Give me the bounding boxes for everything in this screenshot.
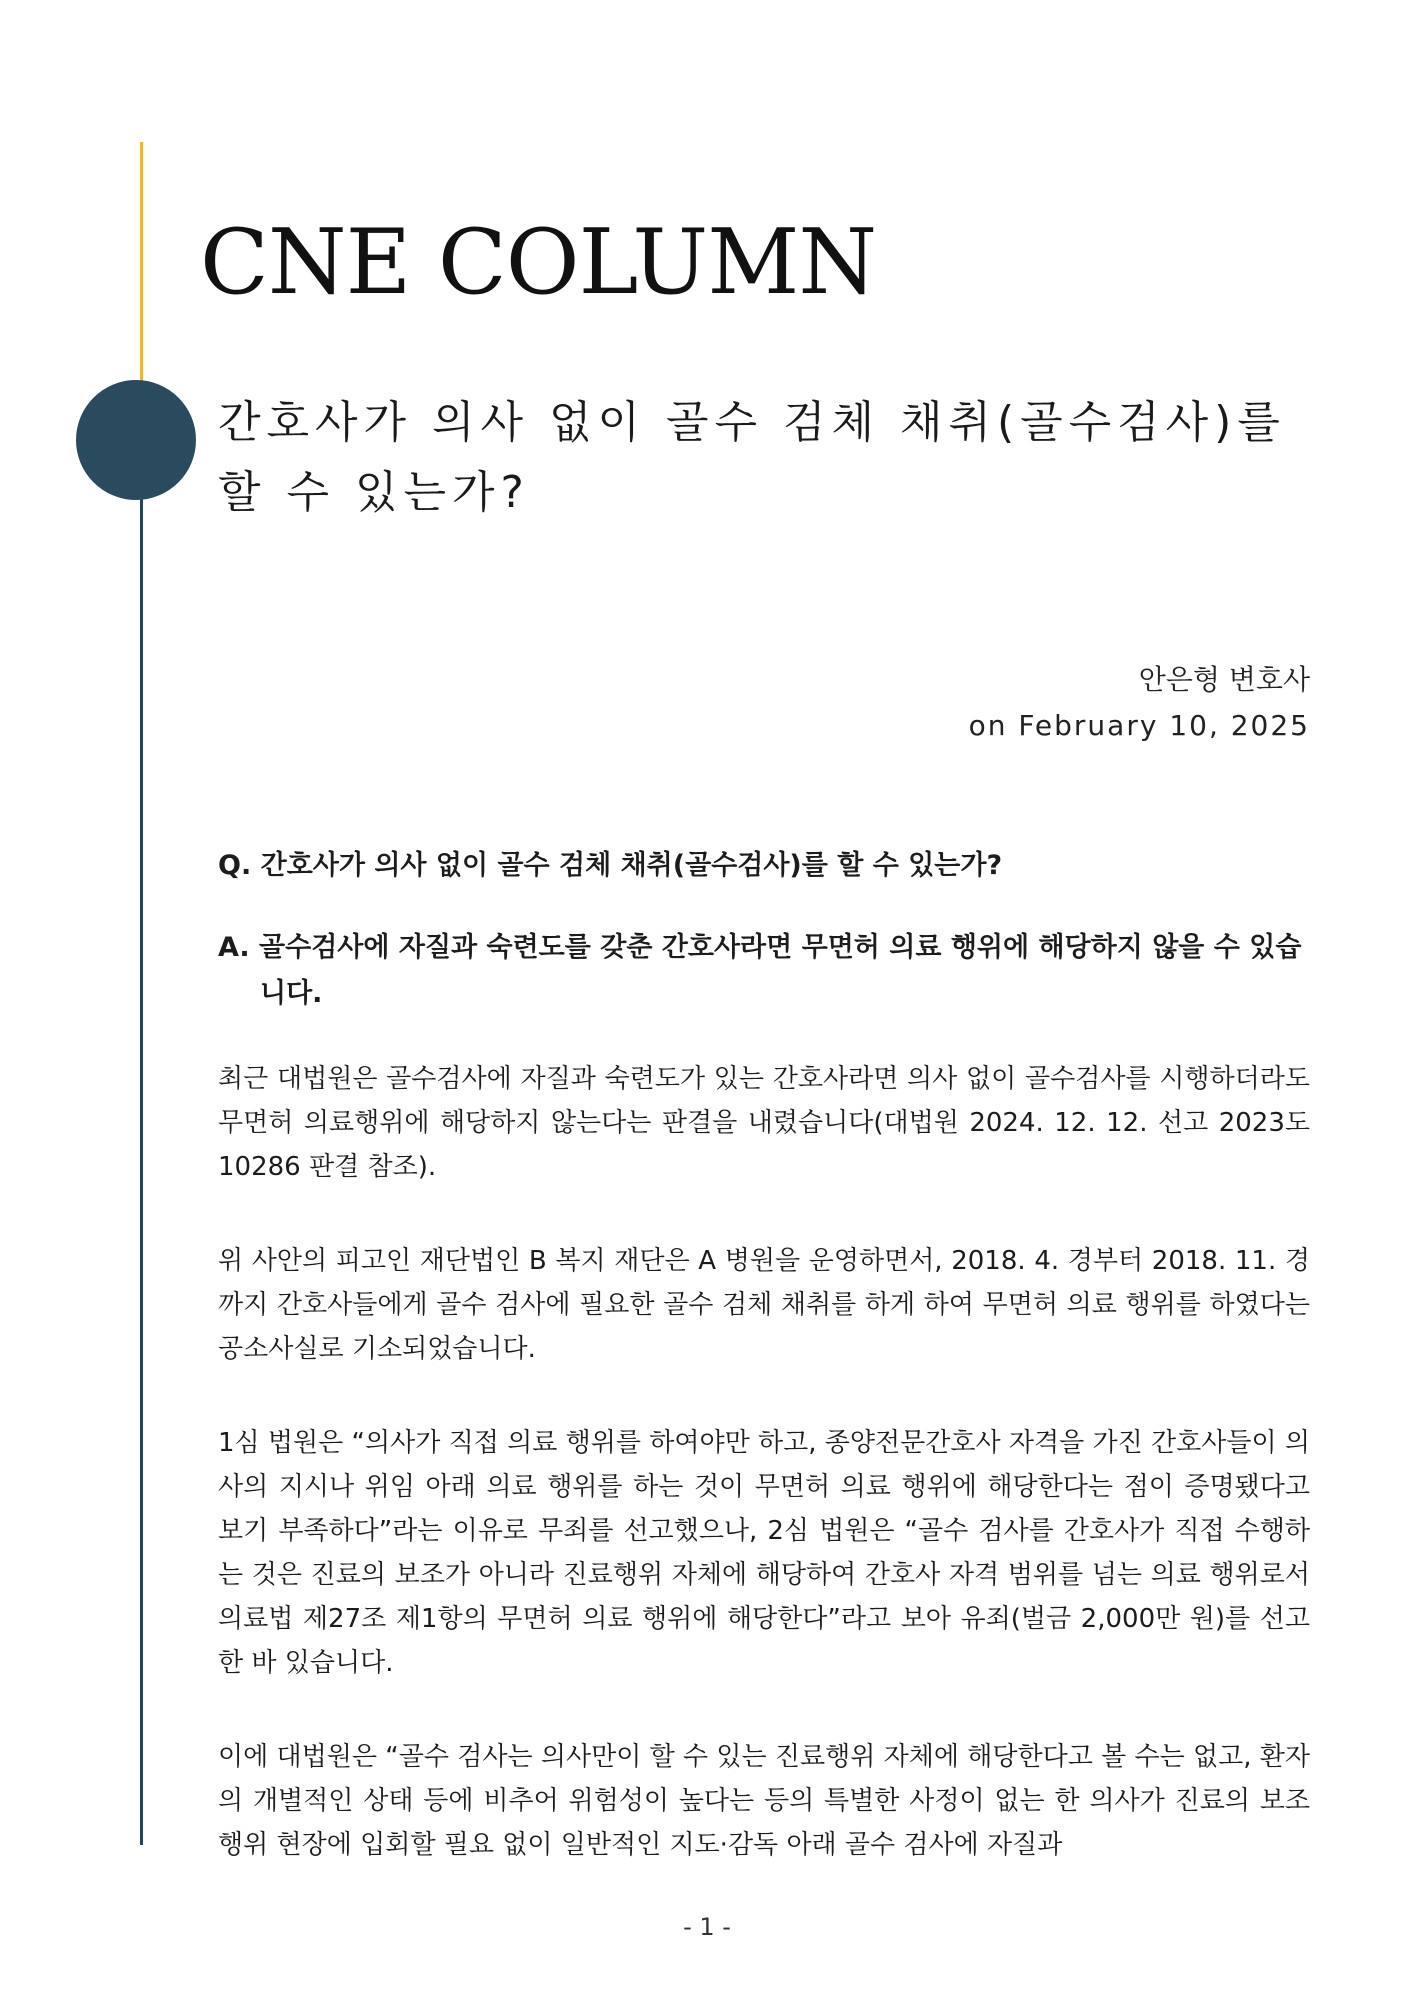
answer-heading: A. 골수검사에 자질과 숙련도를 갖춘 간호사라면 무면허 의료 행위에 해당하지 않을 수 있습니다. <box>218 932 1302 1009</box>
author-name: 안은형 변호사 <box>1138 663 1310 696</box>
timeline-dot <box>76 380 196 500</box>
question-heading: Q. 간호사가 의사 없이 골수 검체 채취(골수검사)를 할 수 있는가? <box>218 850 1003 881</box>
byline <box>969 657 1310 749</box>
timeline-line-navy <box>140 480 143 1845</box>
body-paragraph: 이에 대법원은 “골수 검사는 의사만이 할 수 있는 진료행위 자체에 해당한다고 볼 수는 없고, 환자의 개별적인 상태 등에 비추어 위험성이 높다는 등의 특별한 사정이 없는 한 의사가 진료의 보조행위 현장에 입회할 필요 없이 일반적인 지도·감독 아래 골수 검사에 자질과 <box>218 1742 1310 1860</box>
publish-date: on February 10, 2025 <box>968 709 1310 742</box>
column-masthead: CNE COLUMN <box>200 210 877 315</box>
body-paragraph: 1심 법원은 “의사가 직접 의료 행위를 하여야만 하고, 종양전문간호사 자격을 가진 간호사들이 의사의 지시나 위임 아래 의료 행위를 하는 것이 무면허 의료 행위에 해당한다는 점이 증명됐다고 보기 부족하다”라는 이유로 무죄를 선고했으나, 2심 법원은 “골수 검사를 간호사가 직접 수행하는 것은 진료의 보조가 아니라 진료행위 자체에 해당하여 간호사 자격 범위를 넘는 의료 행위로서 의료법 제27조 제1항의 무면허 의료 행위에 해당한다”라고 보아 유죄(벌금 2,000만 원)를 선고한 바 있습니다. <box>218 1428 1310 1678</box>
article-title: 간호사가 의사 없이 골수 검체 채취(골수검사)를 할 수 있는가? <box>218 397 1286 518</box>
body-paragraph: 최근 대법원은 골수검사에 자질과 숙련도가 있는 간호사라면 의사 없이 골수검사를 시행하더라도 무면허 의료행위에 해당하지 않는다는 판결을 내렸습니다(대법원 2024. 12. 12. 선고 2023도10286 판결 참조). <box>218 1064 1310 1182</box>
timeline-line-gold <box>140 142 143 382</box>
body-paragraph: 위 사안의 피고인 재단법인 B 복지 재단은 A 병원을 운영하면서, 2018. 4. 경부터 2018. 11. 경까지 간호사들에게 골수 검사에 필요한 골수 검체 채취를 하게 하여 무면허 의료 행위를 하였다는 공소사실로 기소되었습니다. <box>218 1246 1310 1364</box>
page-number: - 1 - <box>683 1913 731 1941</box>
article-body <box>218 843 1310 1867</box>
